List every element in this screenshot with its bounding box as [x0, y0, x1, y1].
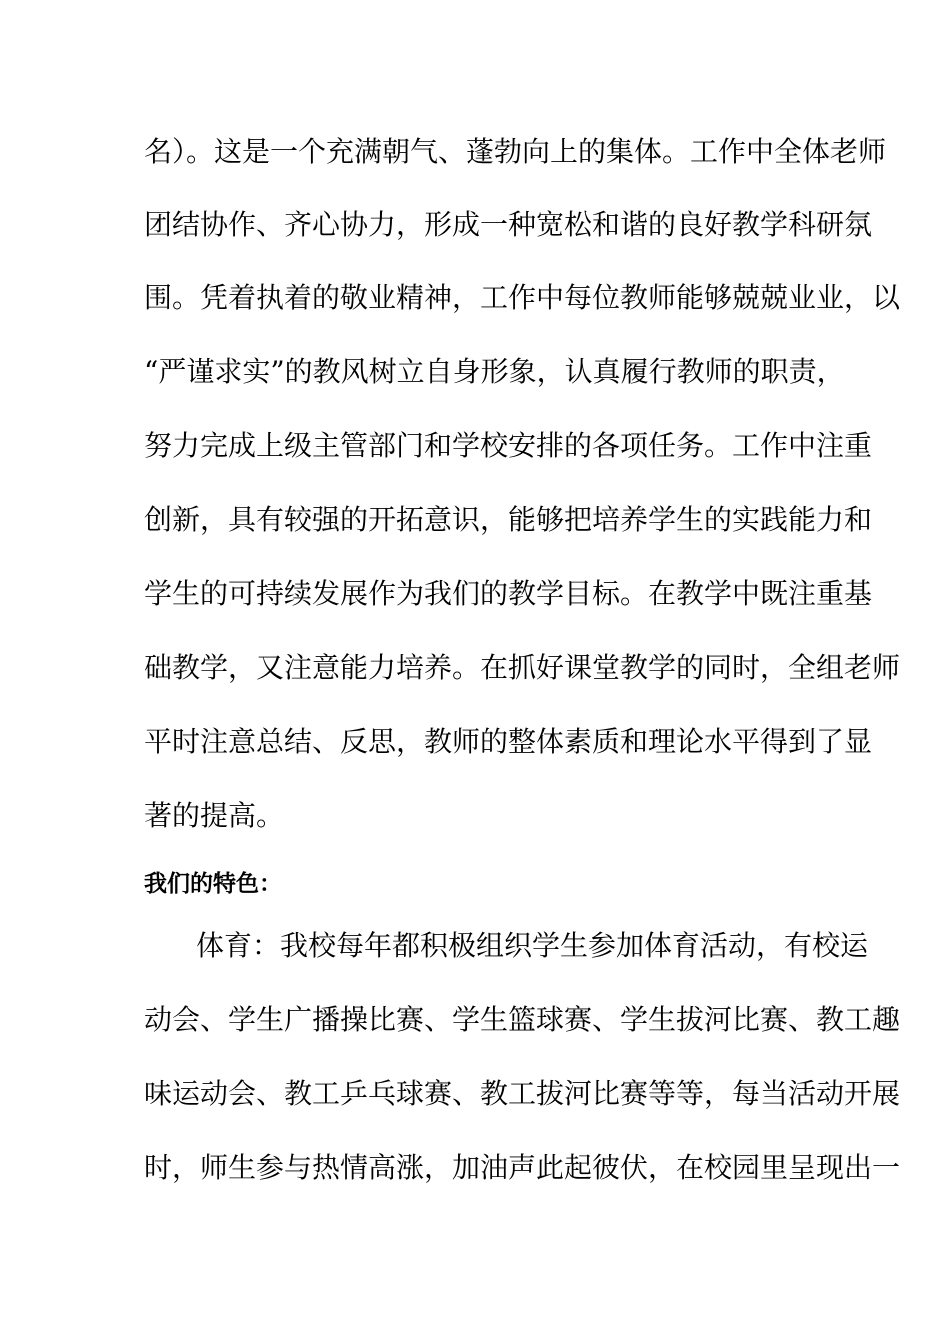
- paragraph-line: 创新，具有较强的开拓意识，能够把培养学生的实践能力和: [144, 503, 873, 536]
- paragraph-line: 名）。这是一个充满朝气、蓬勃向上的集体。工作中全体老师: [144, 135, 887, 168]
- paragraph-line: 努力完成上级主管部门和学校安排的各项任务。工作中注重: [144, 429, 873, 462]
- paragraph-line: 学生的可持续发展作为我们的教学目标。在教学中既注重基: [144, 577, 873, 610]
- paragraph-line: 体育：我校每年都积极组织学生参加体育活动，有校运: [196, 929, 869, 962]
- paragraph-line: 著的提高。: [144, 799, 285, 832]
- paragraph-line: 础教学，又注意能力培养。在抓好课堂教学的同时，全组老师: [144, 651, 901, 684]
- paragraph-line: 味运动会、教工乒乓球赛、教工拔河比赛等等，每当活动开展: [144, 1077, 901, 1110]
- paragraph-line: 团结协作、齐心协力，形成一种宽松和谐的良好教学科研氛: [144, 208, 873, 241]
- paragraph-line: 时，师生参与热情高涨，加油声此起彼伏，在校园里呈现出一: [144, 1151, 901, 1184]
- paragraph-line: 围。凭着执着的敬业精神，工作中每位教师能够兢兢业业，以: [144, 281, 901, 314]
- paragraph-line: 动会、学生广播操比赛、学生篮球赛、学生拔河比赛、教工趣: [144, 1003, 901, 1036]
- paragraph-line: 平时注意总结、反思，教师的整体素质和理论水平得到了显: [144, 725, 873, 758]
- paragraph-line: “严谨求实”的教风树立自身形象，认真履行教师的职责，: [144, 355, 845, 388]
- section-heading: 我们的特色：: [144, 871, 282, 897]
